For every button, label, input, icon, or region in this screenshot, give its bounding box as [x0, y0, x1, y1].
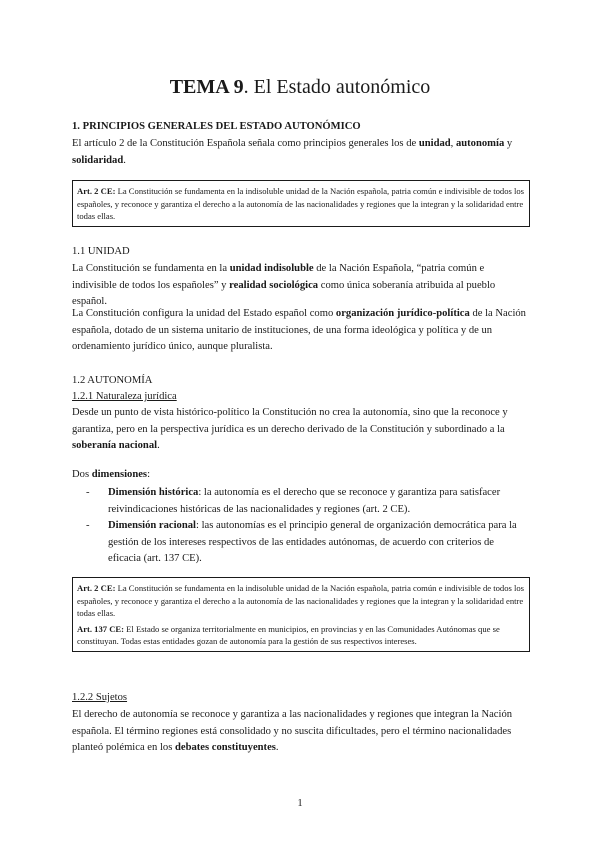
unidad-paragraph-2	[72, 306, 528, 356]
list-item	[86, 518, 528, 568]
heading-sujetos: 1.2.2 Sujetos	[72, 692, 128, 703]
quote-art2	[77, 185, 525, 223]
dims-text-1: Dos	[72, 469, 92, 480]
quote-box-art2	[72, 180, 530, 227]
sujetos-paragraph	[72, 707, 528, 757]
quote-art2	[77, 582, 525, 620]
unidad-p1-text-2: de la Nación Española, “patria común e indivisible de todos los españoles” y	[72, 263, 485, 291]
unidad-p2-text-2: de la Nación española, dotado de un sistema unitario de instituciones, de una forma ideológica y política y de un ordenamiento jurídico único, aunque pluralista.	[72, 308, 526, 352]
list-item-text: : la autonomía es el derecho que se reconoce y garantiza para satisfacer reivindicaciones históricas de las nacionalidades y regiones (art. 2 CE).	[108, 487, 501, 515]
list-dash: -	[86, 487, 90, 498]
list-dash: -	[86, 520, 90, 531]
title-number: TEMA 9	[169, 76, 244, 98]
autonomia-p1-text-1: Desde un punto de vista histórico-político la Constitución no crea la autonomía, sino que la reconoce y garantiza, pero en la perspectiva jurídica es un derecho derivado de la Constitución y subordinado a la	[72, 407, 508, 435]
list-item-bold: Dimensión racional	[108, 520, 196, 531]
heading-naturaleza-juridica: 1.2.1 Naturaleza jurídica	[72, 391, 177, 402]
quote-label: Art. 2 CE:	[77, 186, 116, 196]
autonomia-paragraph-1	[72, 405, 528, 455]
page-number: 1	[297, 798, 303, 809]
quote-text: El Estado se organiza territorialmente en municipios, en provincias y en las Comunidades Autónomas que se constituyan. Todas estas entidades gozan de autonomía para la gestión de sus respectivos intereses.	[77, 623, 500, 647]
page-title	[72, 74, 528, 100]
unidad-p1-text-3: como única soberanía atribuida al pueblo español.	[72, 279, 496, 307]
intro-text-2: ,	[450, 138, 456, 149]
intro-bold-unidad: unidad	[418, 138, 451, 149]
intro-bold-solidaridad: solidaridad	[72, 154, 124, 166]
quote-label: Art. 137 CE:	[77, 623, 125, 634]
intro-bold-autonomia: autonomía	[455, 138, 505, 149]
dimensiones-list	[86, 485, 528, 568]
sujetos-bold: debates constituyentes	[174, 742, 276, 753]
unidad-p1-text-1: La Constitución se fundamenta en la	[72, 263, 230, 274]
sujetos-text-1: El derecho de autonomía se reconoce y garantiza a las nacionalidades y regiones que integran la Nación española. El término regiones está consolidado y no suscita dificultades, pero el término nacionalidades planteó polémica en los	[72, 709, 513, 753]
list-item	[86, 485, 528, 518]
quote-box-art2-art137	[72, 577, 530, 652]
section1-intro	[72, 136, 528, 169]
heading-unidad: 1.1 UNIDAD	[72, 246, 130, 257]
sujetos-text-2: .	[275, 742, 279, 753]
intro-text-3: y	[504, 138, 513, 149]
unidad-p1-bold-1: unidad indisoluble	[229, 263, 314, 274]
quote-label: Art. 2 CE:	[77, 583, 116, 593]
quote-art137	[77, 623, 525, 648]
quote-text: La Constitución se fundamenta en la indisoluble unidad de la Nación española, patria común e indivisible de todos los españoles, y reconoce y garantiza el derecho a la autonomía de las nacionalidades y regiones que la integran y la solidaridad entre todas ellas.	[77, 583, 525, 619]
unidad-p1-bold-2: realidad sociológica	[229, 279, 319, 291]
section-heading-principios: 1. PRINCIPIOS GENERALES DEL ESTADO AUTONÓMICO	[72, 121, 361, 132]
intro-text-1: El artículo 2 de la Constitución Española señala como principios generales los de	[72, 138, 419, 149]
title-rest: . El Estado autonómico	[243, 76, 431, 98]
unidad-p2-bold-1: organización jurídico-política	[335, 308, 470, 319]
quote-text: La Constitución se fundamenta en la indisoluble unidad de la Nación española, patria común e indivisible de todos los españoles, y reconoce y garantiza el derecho a la autonomía de las nacionalidades y regiones que la integran y la solidaridad entre todas ellas.	[77, 186, 525, 222]
unidad-p2-text-1: La Constitución configura la unidad del Estado español como	[72, 308, 336, 319]
list-item-text: : las autonomías es el principio general de organización democrática para la gestión de los intereses respectivos de las entidades autónomas, de acuerdo con criterios de eficacia (art. 137 CE).	[108, 520, 517, 564]
unidad-paragraph-1	[72, 261, 528, 311]
dims-bold: dimensiones	[91, 469, 148, 480]
list-item-bold: Dimensión histórica	[108, 487, 199, 498]
intro-text-4: .	[123, 154, 126, 166]
dims-text-2: :	[147, 469, 151, 480]
heading-autonomia: 1.2 AUTONOMÍA	[72, 375, 153, 386]
autonomia-p1-bold-1: soberanía nacional	[72, 440, 158, 451]
autonomia-p1-text-2: .	[157, 440, 160, 451]
dimensiones-intro	[72, 467, 528, 484]
